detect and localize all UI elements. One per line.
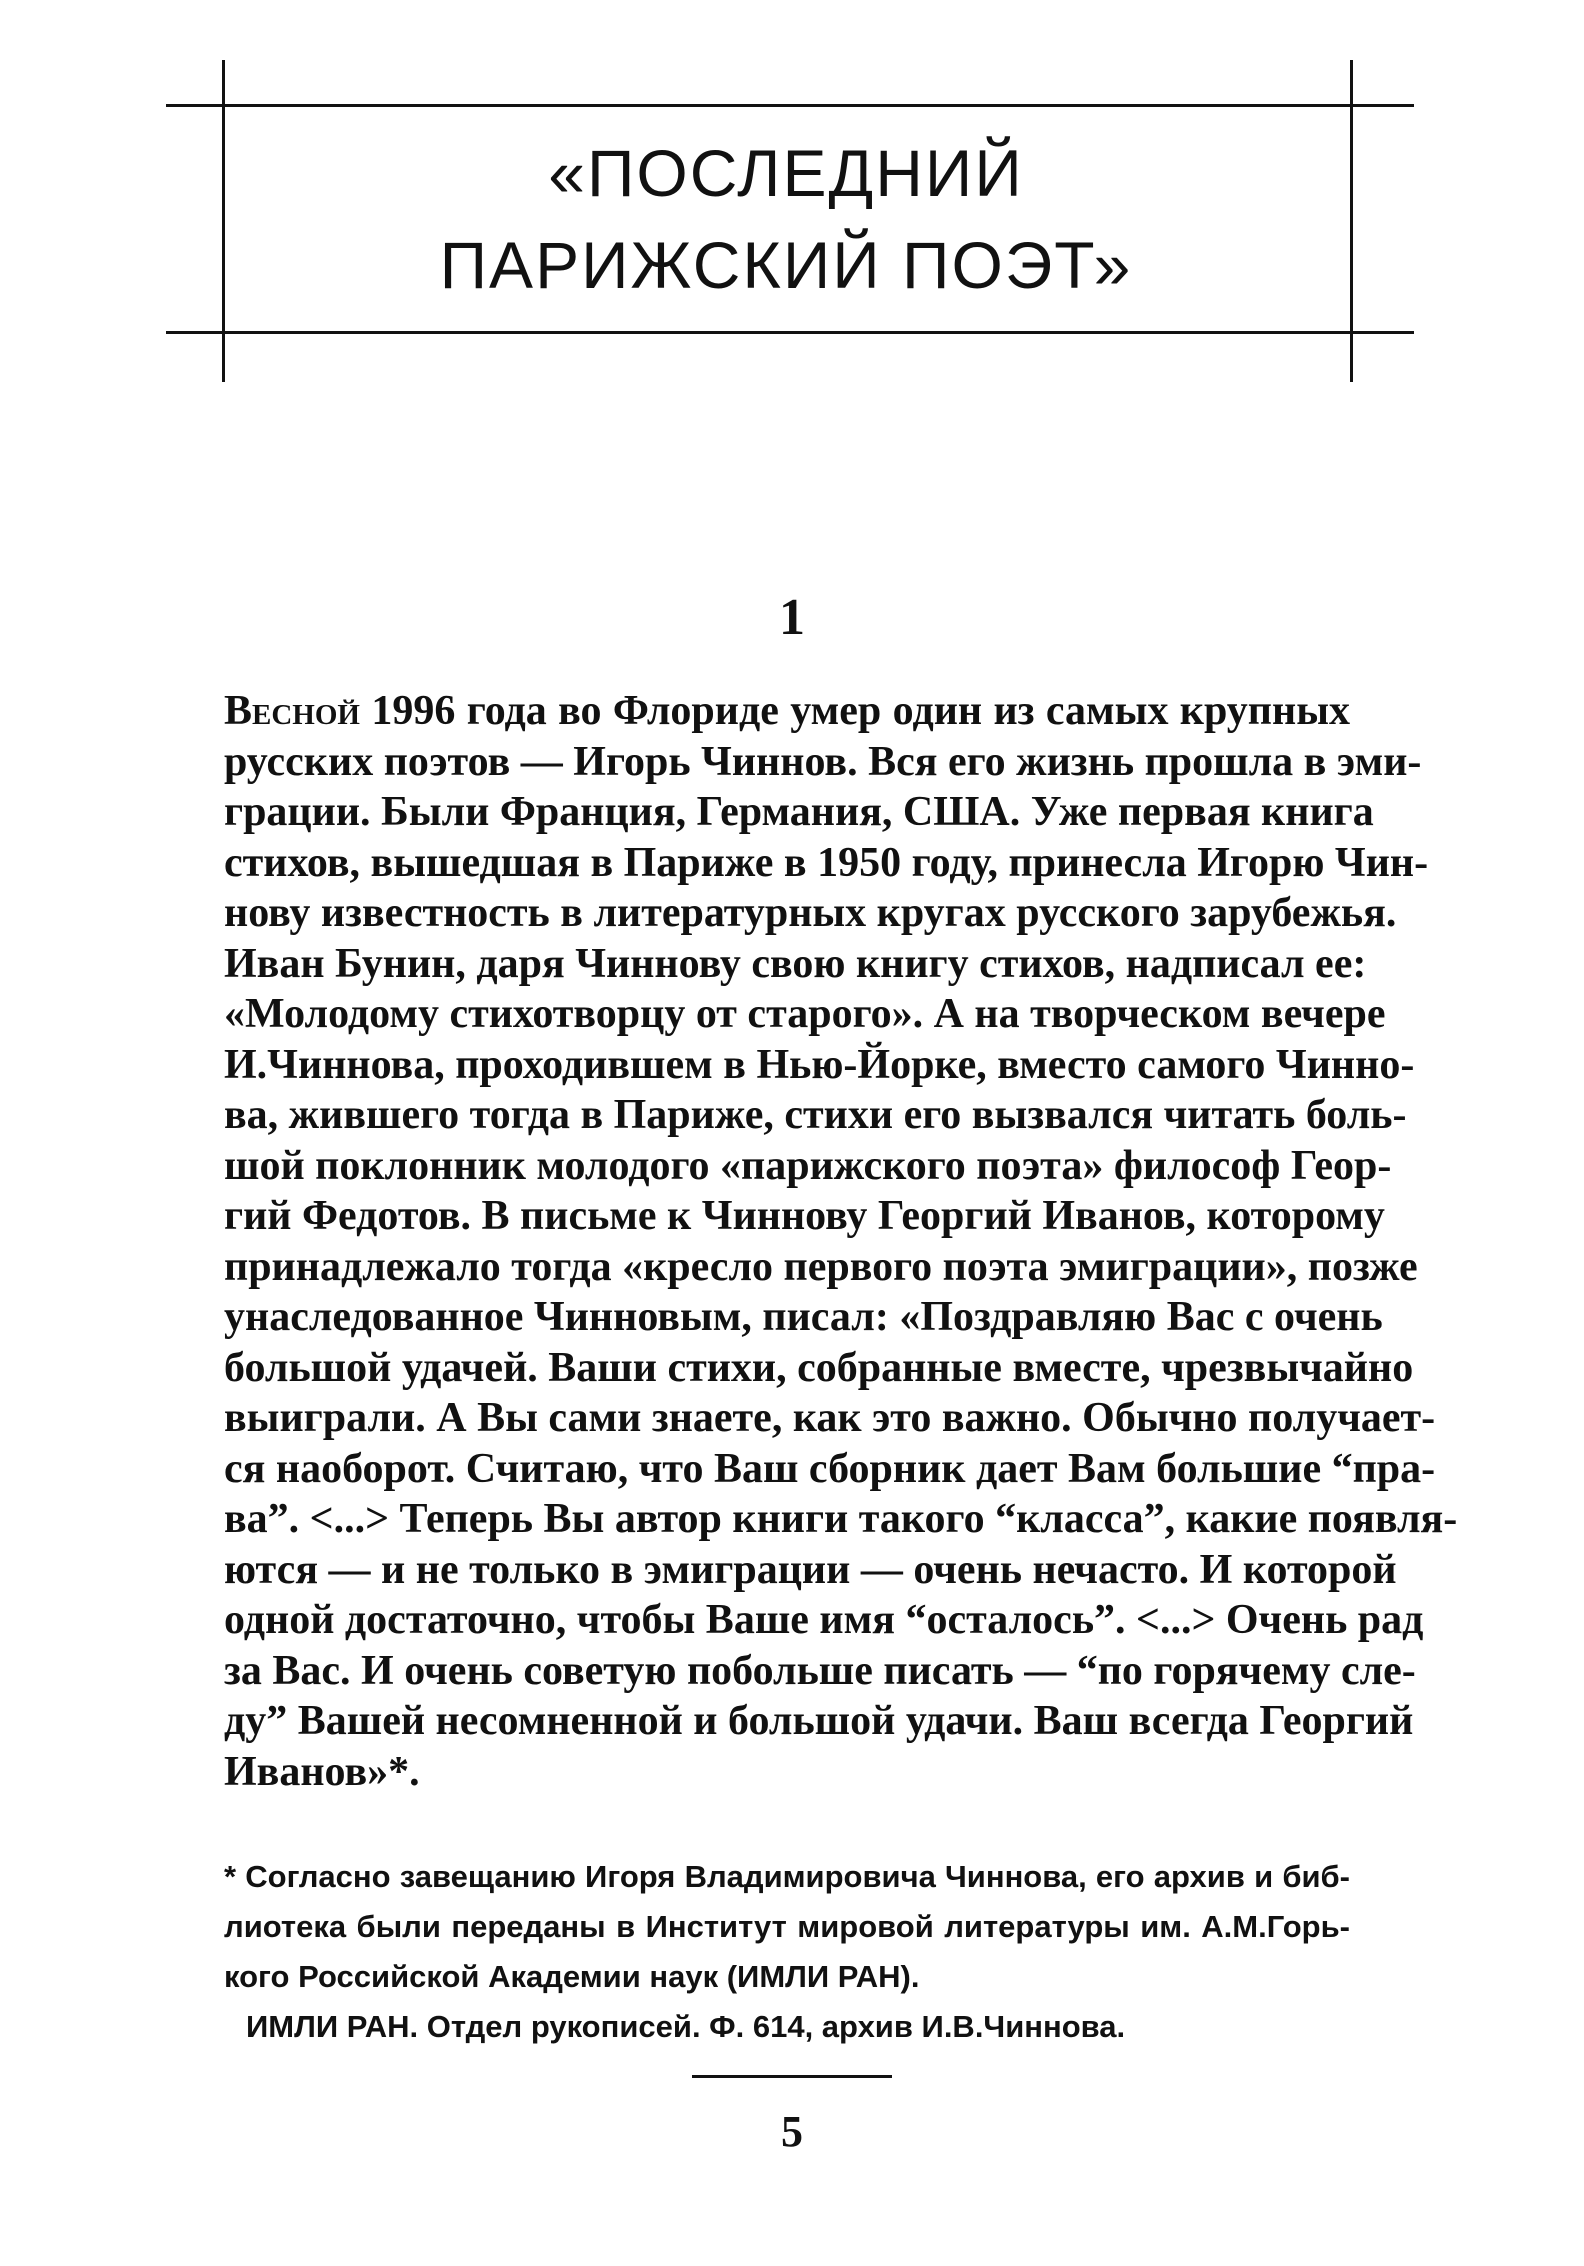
chapter-title-line-1: «ПОСЛЕДНИЙ: [548, 136, 1024, 210]
body-paragraph: [224, 686, 1458, 1797]
body-line: ва”. <...> Теперь Вы автор книги такого “класса”, какие появля-: [224, 1496, 1458, 1542]
body-line: за Вас. И очень советую побольше писать — “по горячему сле-: [224, 1647, 1416, 1694]
footnote-line: * Согласно завещанию Игоря Владимировича Чиннова, его архив и биб-: [224, 1859, 1350, 1894]
lead-word-smallcaps: Весной: [224, 688, 360, 734]
body-line: грации. Были Франция, Германия, США. Уже первая книга: [224, 789, 1374, 835]
body-line: Иван Бунин, даря Чиннову свою книгу стихов, надписал ее:: [224, 940, 1367, 987]
page-number: 5: [781, 2107, 803, 2156]
page-number-rule: [692, 2075, 892, 2078]
footnote: [224, 1852, 1350, 2052]
body-line: И.Чиннова, проходившем в Нью-Йорке, вместо самого Чинно-: [224, 1041, 1415, 1088]
body-line: принадлежало тогда «кресло первого поэта эмиграции», позже: [224, 1243, 1418, 1290]
body-line: ся наоборот. Считаю, что Ваш сборник дает Вам большие “пра-: [224, 1445, 1436, 1492]
body-line: шой поклонник молодого «парижского поэта» философ Геор-: [224, 1142, 1392, 1189]
body-line: [224, 686, 1350, 737]
body-line: «Молодому стихотворцу от старого». А на творческом вечере: [224, 991, 1386, 1037]
body-line: унаследованное Чинновым, писал: «Поздравляю Вас с очень: [224, 1294, 1383, 1340]
body-line: нову известность в литературных кругах русского зарубежья.: [224, 890, 1397, 936]
body-line: Иванов»*.: [224, 1748, 420, 1795]
body-line: ются — и не только в эмиграции — очень нечасто. И которой: [224, 1546, 1397, 1593]
footnote-line: лиотека были переданы в Институт мировой литературы им. А.М.Горь-: [224, 1909, 1350, 1944]
body-line: гий Федотов. В письме к Чиннову Георгий Иванов, которому: [224, 1193, 1385, 1239]
section-number: 1: [779, 589, 805, 646]
body-line: одной достаточно, чтобы Ваше имя “осталось”. <...> Очень рад: [224, 1597, 1424, 1643]
footnote-line: кого Российской Академии наук (ИМЛИ РАН).: [224, 1959, 920, 1994]
chapter-title: [222, 104, 1350, 334]
chapter-title-line-2: ПАРИЖСКИЙ ПОЭТ»: [439, 228, 1133, 302]
body-line: русских поэтов — Игорь Чиннов. Вся его жизнь прошла в эми-: [224, 738, 1422, 785]
body-line: выиграли. А Вы сами знаете, как это важно. Обычно получает-: [224, 1395, 1436, 1441]
body-line: стихов, вышедшая в Париже в 1950 году, принесла Игорю Чин-: [224, 839, 1429, 886]
footnote-archive-line: ИМЛИ РАН. Отдел рукописей. Ф. 614, архив И.В.Чиннова.: [246, 2009, 1126, 2044]
body-line: большой удачей. Ваши стихи, собранные вместе, чрезвычайно: [224, 1344, 1414, 1391]
body-line-text: 1996 года во Флориде умер один из самых крупных: [359, 688, 1350, 734]
body-line: ду” Вашей несомненной и большой удачи. Ваш всегда Георгий: [224, 1698, 1414, 1744]
body-line: ва, жившего тогда в Париже, стихи его вызвался читать боль-: [224, 1092, 1407, 1138]
title-frame-right-rule: [1350, 60, 1353, 382]
